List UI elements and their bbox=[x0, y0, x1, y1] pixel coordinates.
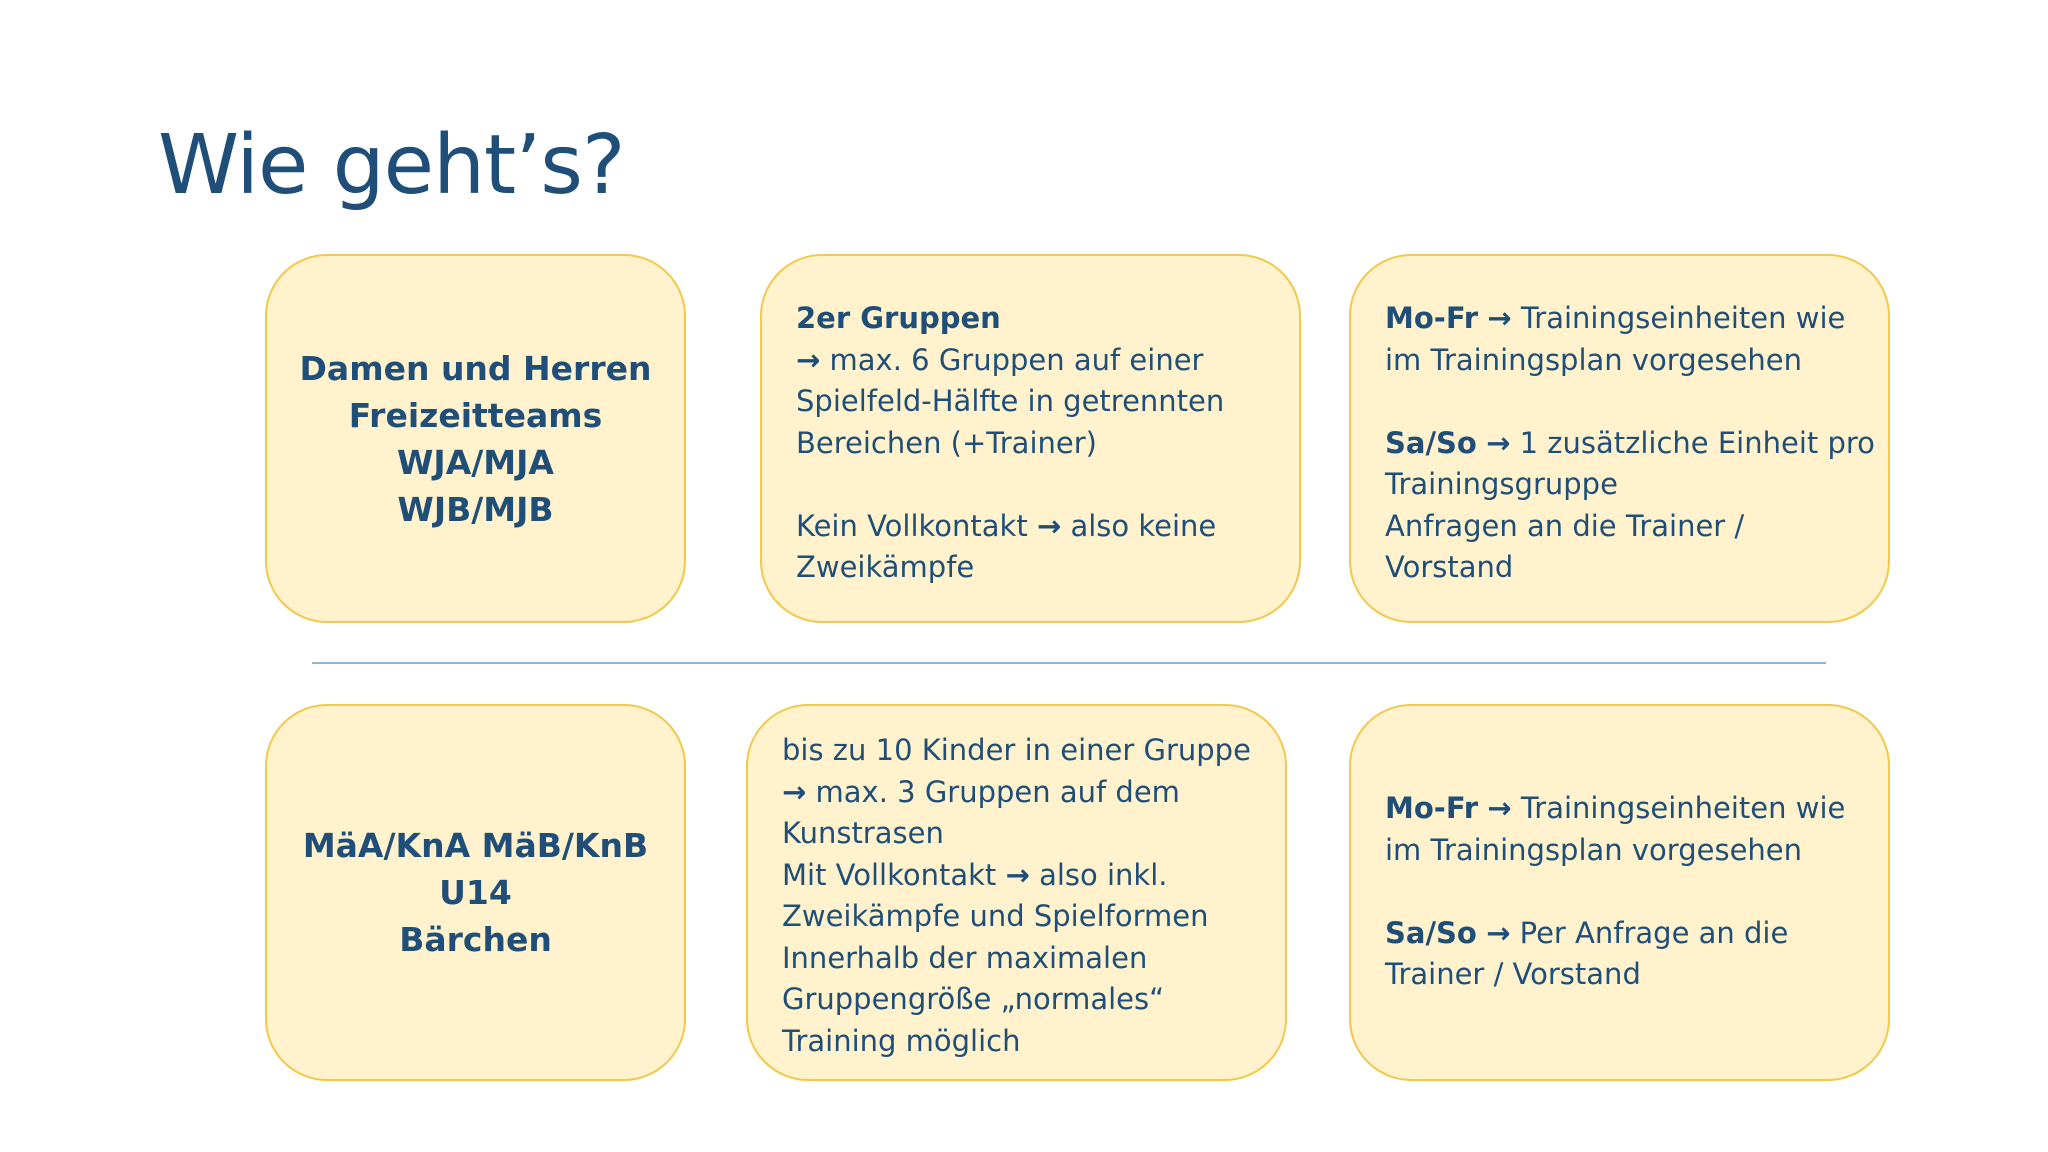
rules-heading: 2er Gruppen bbox=[796, 301, 1001, 335]
rules-text: Training möglich bbox=[782, 1023, 1021, 1058]
schedule-text: Trainer / Vorstand bbox=[1385, 957, 1641, 991]
group-name: WJA/MJA bbox=[397, 442, 554, 482]
rules-text: Kein Vollkontakt bbox=[796, 508, 1028, 543]
schedule-text: Trainingseinheiten wie bbox=[1520, 301, 1846, 335]
group-card-adults-youth bbox=[265, 254, 686, 623]
group-name: Damen und Herren bbox=[299, 348, 652, 388]
rules-text: Zweikämpfe bbox=[796, 550, 975, 584]
section-divider bbox=[312, 662, 1826, 664]
group-name: Freizeitteams bbox=[348, 395, 603, 435]
group-name: WJB/MJB bbox=[397, 489, 554, 529]
rules-text: Zweikämpfe und Spielformen bbox=[782, 899, 1209, 933]
arrow-right-icon: → bbox=[1036, 508, 1062, 543]
rules-text: bis zu 10 Kinder in einer Gruppe bbox=[782, 733, 1251, 767]
group-name: Bärchen bbox=[399, 920, 552, 959]
schedule-text: im Trainingsplan vorgesehen bbox=[1385, 832, 1803, 867]
arrow-right-icon: → bbox=[782, 774, 807, 809]
rules-text: max. 3 Gruppen auf dem bbox=[815, 774, 1180, 809]
arrow-right-icon: → bbox=[1486, 425, 1511, 460]
rules-text: Kunstrasen bbox=[782, 816, 944, 850]
schedule-text: Trainingseinheiten wie bbox=[1520, 791, 1846, 825]
arrow-right-icon: → bbox=[1487, 301, 1512, 335]
rules-text: max. 6 Gruppen auf einer bbox=[829, 342, 1204, 377]
weekday-label: Mo-Fr bbox=[1385, 791, 1479, 825]
schedule-text: Anfragen an die Trainer / bbox=[1385, 508, 1745, 543]
schedule-text: Per Anfrage an die bbox=[1519, 915, 1789, 950]
rules-card-adults-youth bbox=[760, 254, 1301, 623]
schedule-text: Vorstand bbox=[1385, 550, 1514, 584]
schedule-text: 1 zusätzliche Einheit pro bbox=[1519, 425, 1875, 460]
group-card-kids bbox=[265, 704, 686, 1081]
arrow-right-icon: → bbox=[1487, 791, 1512, 825]
arrow-right-icon: → bbox=[1486, 915, 1511, 950]
rules-text: Innerhalb der maximalen bbox=[782, 940, 1148, 975]
arrow-right-icon: → bbox=[796, 342, 821, 377]
schedule-card-kids bbox=[1349, 704, 1890, 1081]
schedule-text: im Trainingsplan vorgesehen bbox=[1385, 342, 1803, 377]
rules-text: also keine bbox=[1070, 508, 1217, 543]
rules-text: also inkl. bbox=[1039, 857, 1168, 892]
rules-card-kids bbox=[746, 704, 1287, 1081]
rules-text: Gruppengröße „normales“ bbox=[782, 982, 1165, 1016]
weekend-label: Sa/So bbox=[1385, 915, 1477, 950]
weekday-label: Mo-Fr bbox=[1385, 301, 1479, 335]
group-name: MäA/KnA MäB/KnB bbox=[302, 826, 649, 865]
arrow-right-icon: → bbox=[1005, 857, 1030, 892]
schedule-text: Trainingsgruppe bbox=[1385, 467, 1618, 501]
schedule-card-adults-youth bbox=[1349, 254, 1890, 623]
weekend-label: Sa/So bbox=[1385, 425, 1477, 460]
rules-text: Mit Vollkontakt bbox=[782, 857, 997, 892]
rules-text: Bereichen (+Trainer) bbox=[796, 425, 1097, 460]
rules-text: Spielfeld-Hälfte in getrennten bbox=[796, 384, 1225, 418]
slide-title: Wie geht’s? bbox=[158, 118, 625, 213]
group-name: U14 bbox=[439, 873, 512, 912]
